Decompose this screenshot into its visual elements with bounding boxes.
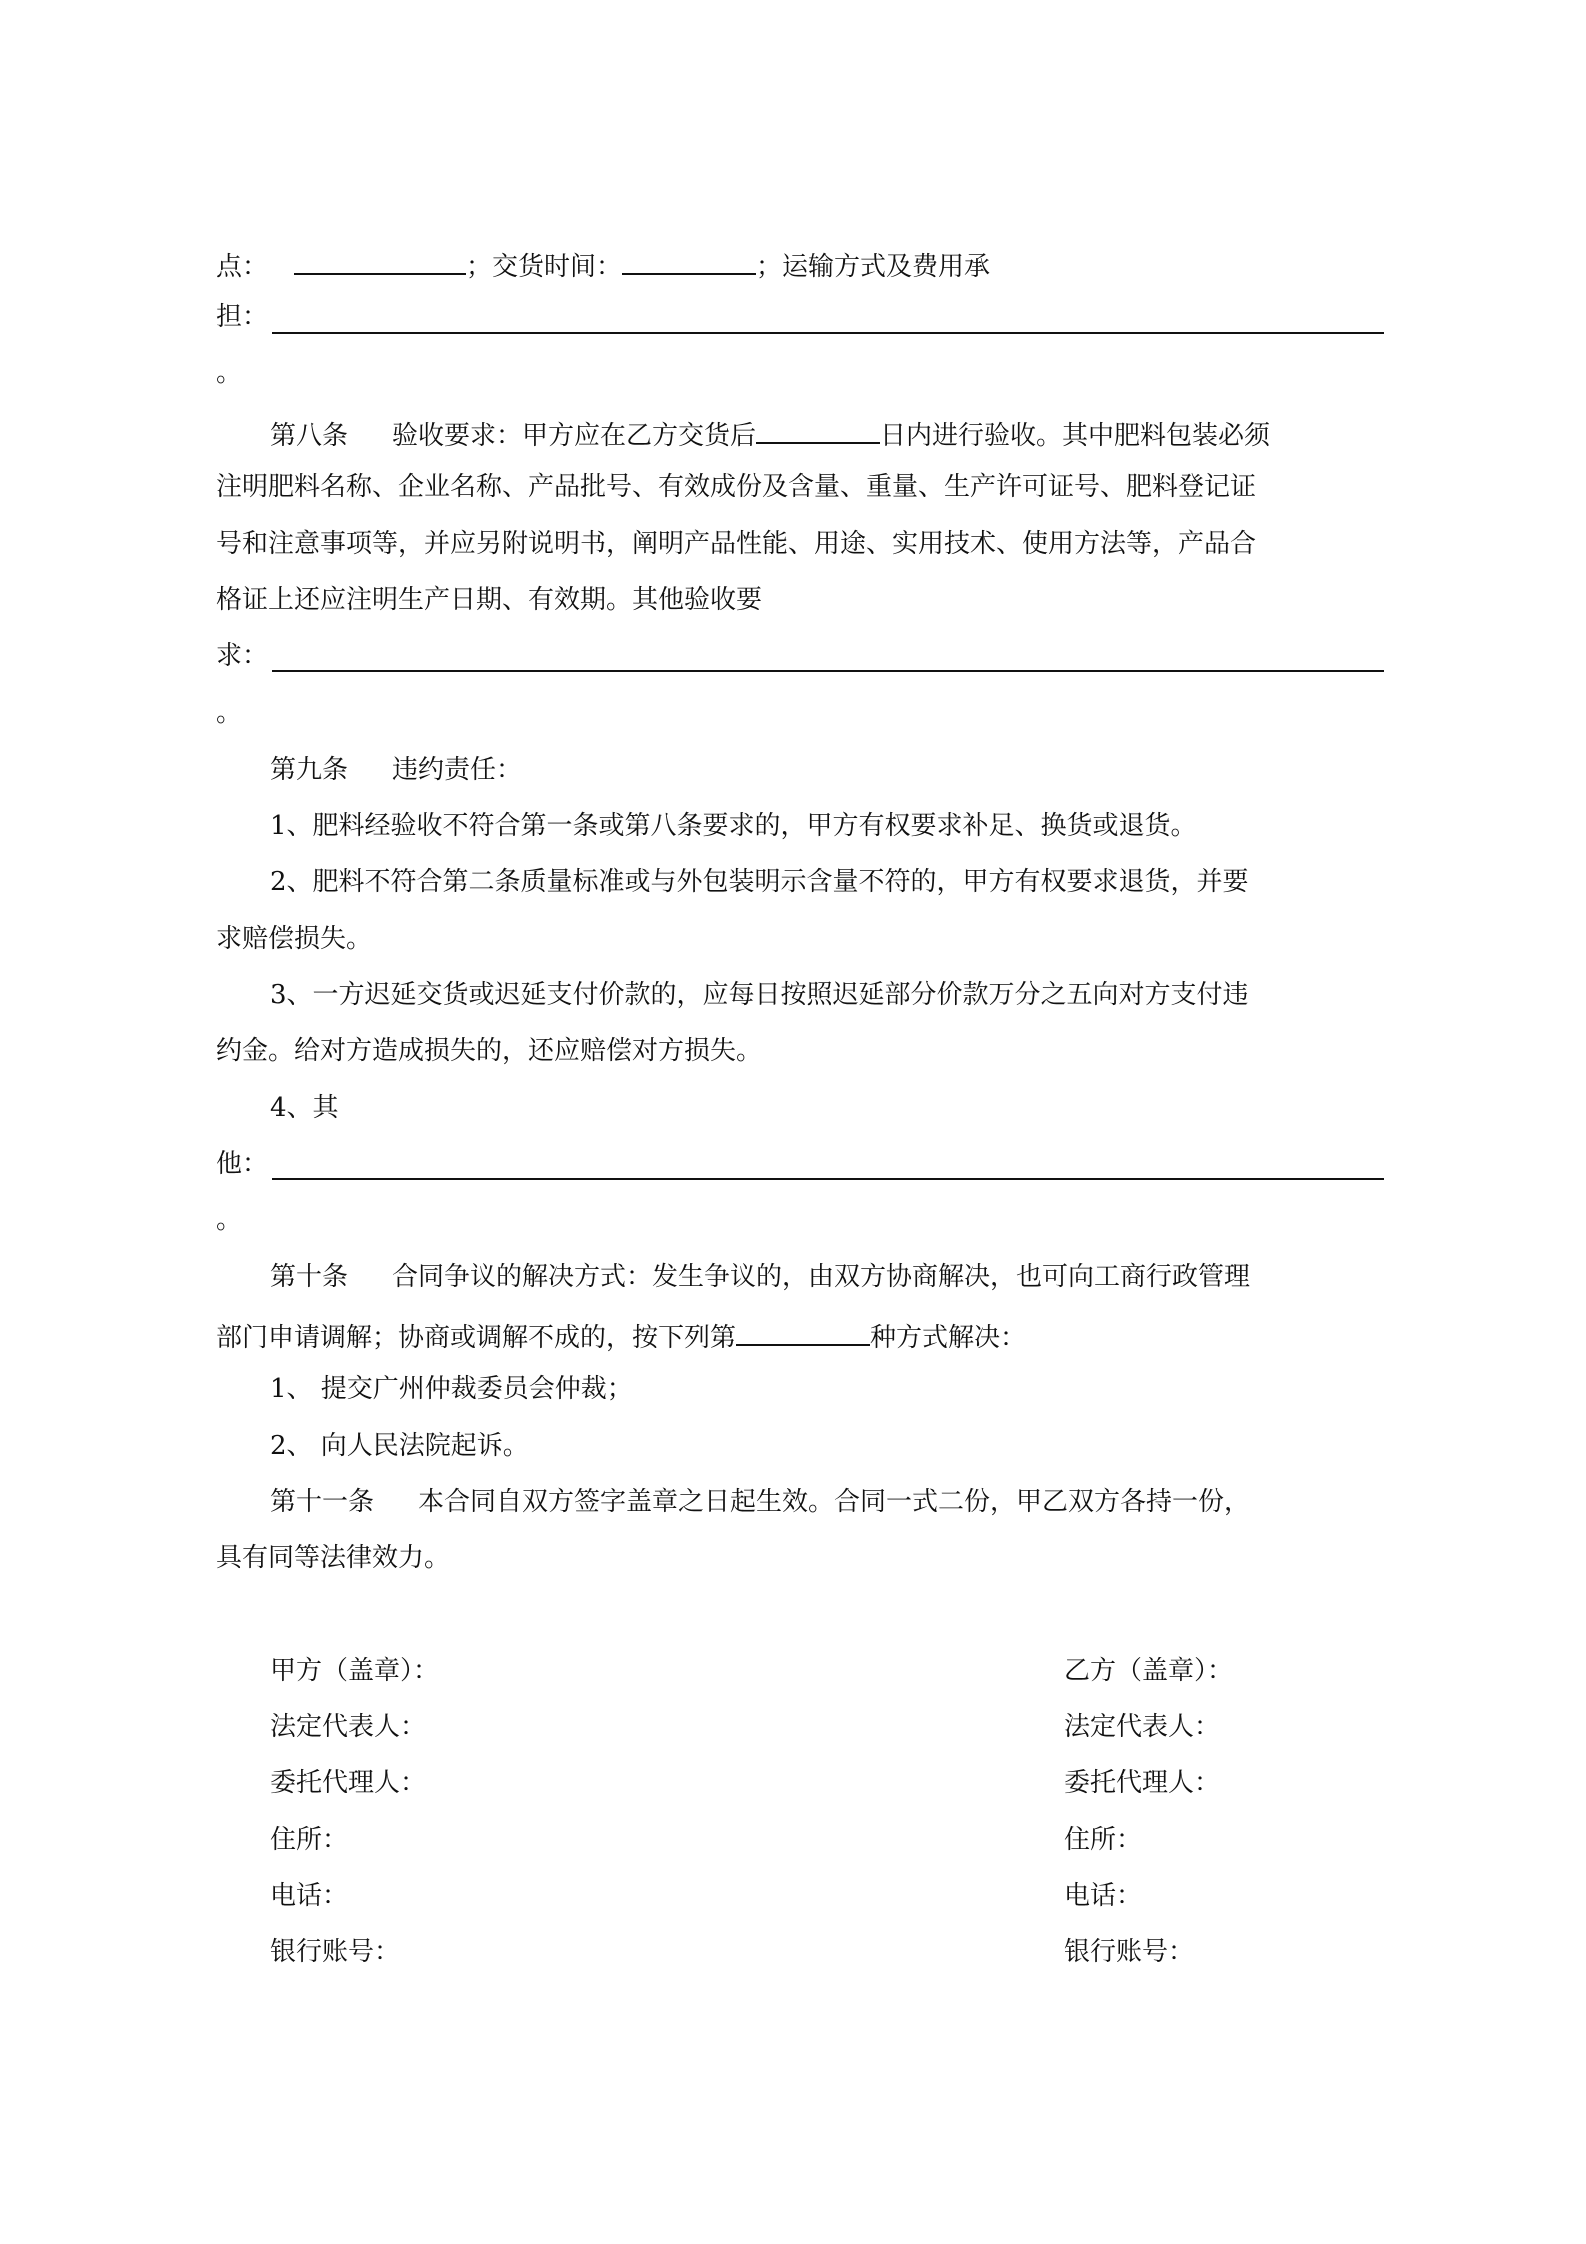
article11-text: 本合同自双方签字盖章之日起生效。合同一式二份，甲乙双方各持一份， bbox=[418, 1487, 1251, 1517]
article10-line1 bbox=[270, 1262, 1440, 1292]
delivery-line bbox=[216, 247, 1386, 282]
article9-end-mark: 。 bbox=[216, 1205, 243, 1235]
party-b-address: 住所： bbox=[1064, 1825, 1143, 1855]
article9-item4-prefix: 他： bbox=[216, 1149, 269, 1179]
article9-item2-line1: 2、肥料不符合第二条质量标准或与外包装明示含量不符的，甲方有权要求退货，并要 bbox=[270, 867, 1249, 897]
article9-item4-line bbox=[216, 1149, 1386, 1179]
article11-line2: 具有同等法律效力。 bbox=[216, 1543, 451, 1573]
party-b-bank: 银行账号： bbox=[1064, 1937, 1195, 1967]
article11-line1 bbox=[270, 1487, 1440, 1517]
cost-bearing-line bbox=[216, 302, 1386, 332]
party-a-phone: 电话： bbox=[270, 1881, 349, 1911]
delivery-time-blank bbox=[622, 247, 756, 275]
article9-title: 违约责任： bbox=[392, 755, 523, 785]
party-a-address: 住所： bbox=[270, 1825, 349, 1855]
party-a-bank: 银行账号： bbox=[270, 1937, 401, 1967]
article9-item3-line1: 3、一方迟延交货或迟延支付价款的，应每日按照迟延部分价款万分之五向对方支付违 bbox=[270, 980, 1249, 1010]
delivery-end-mark: 。 bbox=[216, 358, 243, 388]
party-a-agent: 委托代理人： bbox=[270, 1768, 427, 1798]
delivery-place-suffix: 点： bbox=[216, 252, 269, 282]
article10-text-a: 部门申请调解；协商或调解不成的，按下列第 bbox=[216, 1323, 737, 1353]
article10-text-b: 种方式解决： bbox=[870, 1323, 1027, 1353]
article8-end-mark: 。 bbox=[216, 698, 243, 728]
delivery-place-blank bbox=[294, 247, 466, 275]
article8-req-line bbox=[216, 641, 1386, 671]
transport-label: ；运输方式及费用承 bbox=[756, 252, 991, 282]
article9-item4-line1: 4、其 bbox=[270, 1093, 339, 1123]
party-a-legal-rep: 法定代表人： bbox=[270, 1712, 427, 1742]
article10-text: 合同争议的解决方式：发生争议的，由双方协商解决，也可向工商行政管理 bbox=[392, 1262, 1251, 1292]
party-a-seal: 甲方（盖章）： bbox=[270, 1656, 440, 1686]
delivery-time-label: ；交货时间： bbox=[466, 252, 623, 282]
article9-item1: 1、肥料经验收不符合第一条或第八条要求的，甲方有权要求补足、换货或退货。 bbox=[270, 811, 1197, 841]
article10-option1: 1、 提交广州仲裁委员会仲裁； bbox=[270, 1374, 633, 1404]
article8-days-blank bbox=[756, 416, 880, 444]
party-b-seal: 乙方（盖章）： bbox=[1064, 1656, 1234, 1686]
party-b-legal-rep: 法定代表人： bbox=[1064, 1712, 1221, 1742]
article8-line1 bbox=[270, 416, 1440, 451]
article10-option2: 2、 向人民法院起诉。 bbox=[270, 1431, 529, 1461]
article9-item4-blank bbox=[272, 1176, 1384, 1180]
article8-req-blank bbox=[272, 668, 1384, 672]
article8-text-a: 验收要求：甲方应在乙方交货后 bbox=[392, 421, 757, 451]
article9-title-line bbox=[270, 755, 1440, 785]
article8-heading: 第八条 bbox=[270, 421, 349, 451]
article8-req-prefix: 求： bbox=[216, 641, 269, 671]
cost-bearing-blank bbox=[272, 330, 1384, 334]
article10-method-blank bbox=[736, 1318, 870, 1346]
bear-prefix: 担： bbox=[216, 302, 269, 332]
article9-item2-line2: 求赔偿损失。 bbox=[216, 924, 373, 954]
article8-line4: 格证上还应注明生产日期、有效期。其他验收要 bbox=[216, 585, 763, 615]
party-b-phone: 电话： bbox=[1064, 1881, 1143, 1911]
article10-heading: 第十条 bbox=[270, 1262, 349, 1292]
article9-heading: 第九条 bbox=[270, 755, 349, 785]
article8-line2: 注明肥料名称、企业名称、产品批号、有效成份及含量、重量、生产许可证号、肥料登记证 bbox=[216, 472, 1257, 502]
article8-line3: 号和注意事项等，并应另附说明书，阐明产品性能、用途、实用技术、使用方法等，产品合 bbox=[216, 529, 1257, 559]
article11-heading: 第十一条 bbox=[270, 1487, 375, 1517]
article8-text-b: 日内进行验收。其中肥料包装必须 bbox=[880, 421, 1271, 451]
article9-item3-line2: 约金。给对方造成损失的，还应赔偿对方损失。 bbox=[216, 1036, 763, 1066]
party-b-agent: 委托代理人： bbox=[1064, 1768, 1221, 1798]
article10-line2 bbox=[216, 1318, 1386, 1353]
